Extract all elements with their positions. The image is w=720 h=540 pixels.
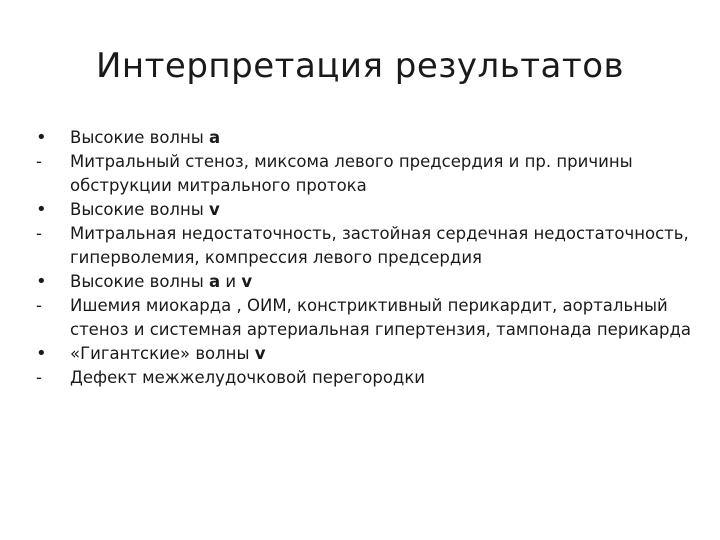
dash-marker: -	[36, 368, 42, 387]
list-item	[36, 366, 696, 390]
wave-label: v	[209, 200, 220, 219]
wave-label: v	[254, 344, 266, 363]
list-item	[36, 222, 696, 270]
list-item-text: Ишемия миокарда , ОИМ, констриктивный перикардит, аортальный стеноз и системная артериальная гипертензия, тампонада перикарда	[70, 296, 692, 339]
wave-label: a	[209, 272, 221, 291]
list-item-text: Высокие волны a и v	[70, 272, 253, 291]
content-list	[36, 126, 696, 390]
list-item-text: Высокие волны a	[70, 128, 221, 147]
dash-marker: -	[36, 224, 42, 243]
list-item	[36, 198, 696, 222]
list-item-text: Митральный стеноз, миксома левого предсердия и пр. причины обструкции митрального протока	[70, 152, 633, 195]
slide-title: Интерпретация результатов	[95, 46, 625, 86]
wave-label: v	[241, 272, 253, 291]
bullet-marker: •	[36, 127, 47, 148]
wave-label: a	[209, 128, 221, 147]
list-item-text: «Гигантские» волны v	[70, 344, 266, 363]
list-item-text: Митральная недостаточность, застойная сердечная недостаточность, гиперволемия, компрессия левого предсердия	[70, 224, 689, 267]
list-item	[36, 294, 696, 342]
list-item-text: Высокие волны v	[70, 200, 220, 219]
list-item-text: Дефект межжелудочковой перегородки	[70, 368, 426, 387]
list-item	[36, 270, 696, 294]
bullet-marker: •	[36, 343, 47, 364]
bullet-marker: •	[36, 271, 47, 292]
dash-marker: -	[36, 296, 42, 315]
bullet-marker: •	[36, 199, 47, 220]
dash-marker: -	[36, 152, 42, 171]
list-item	[36, 342, 696, 366]
list-item	[36, 126, 696, 150]
list-item	[36, 150, 696, 198]
